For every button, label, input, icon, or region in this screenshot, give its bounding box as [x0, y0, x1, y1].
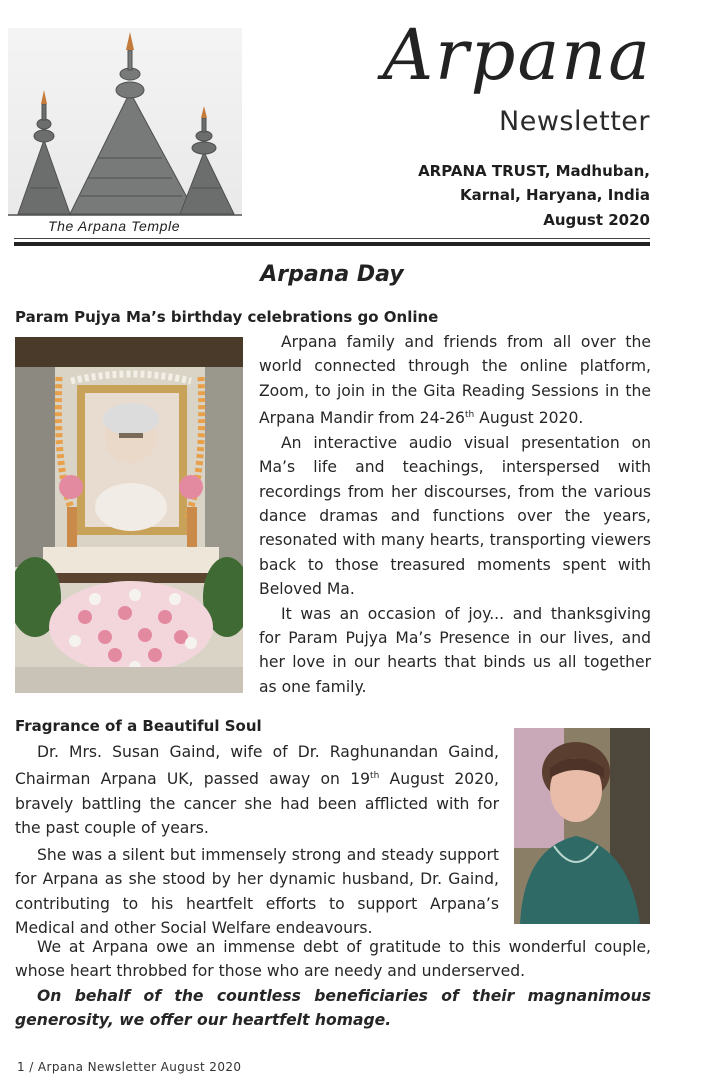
article2-p1-text: Dr. Mrs. Susan Gaind, wife of Dr. Raghunandan Gaind, Chairman Arpana UK, passed away on 19 — [15, 743, 499, 789]
article2-body-top — [15, 740, 499, 940]
page-footer: 1 / Arpana Newsletter August 2020 — [17, 1060, 242, 1074]
shrine-photo — [15, 337, 243, 693]
newsletter-title: Arpana — [382, 14, 652, 96]
article2-closing: On behalf of the countless beneficiaries of their magnanimous generosity, we offer our heartfelt homage. — [15, 986, 651, 1030]
article2-body-bottom — [15, 935, 651, 1033]
article1-paragraph-2: An interactive audio visual presentation on Ma’s life and teachings, interspersed with recordings from her discourses, from the various dance dramas and functions over the years, resonated with many hearts, transporting viewers back to those treasured moments spent with Beloved Ma. — [259, 433, 651, 599]
masthead-rule-thick — [14, 242, 650, 246]
article1-p1-text: Arpana family and friends from all over the world connected through the online platform, Zoom, to join in the Gita Reading Sessions in the Arpana Mandir from 24-26 — [259, 333, 651, 428]
portrait-photo — [514, 728, 650, 924]
center-finial — [126, 32, 134, 50]
article1-p1-tail: August 2020. — [474, 409, 584, 428]
publisher-line-2: Karnal, Haryana, India — [460, 186, 650, 204]
article1-paragraph-1 — [259, 330, 651, 431]
temple-illustration — [8, 28, 242, 216]
masthead-rule-thin — [14, 238, 650, 239]
article1-p1-sup: th — [464, 410, 475, 421]
article2-p1-tail: August 2020, bravely battling the cancer she had been afflicted with for the past couple of years. — [15, 770, 499, 838]
article2-paragraph-3: We at Arpana owe an immense debt of gratitude to this wonderful couple, whose heart throbbed for those who are needy and underserved. — [15, 938, 651, 981]
temple-caption: The Arpana Temple — [48, 218, 181, 234]
section-title: Arpana Day — [260, 262, 404, 287]
right-finial — [201, 106, 207, 118]
shrine-illustration — [15, 337, 243, 693]
issue-date: August 2020 — [543, 211, 650, 229]
article2-heading: Fragrance of a Beautiful Soul — [15, 717, 262, 735]
newsletter-subtitle: Newsletter — [499, 106, 650, 137]
article1-body — [259, 330, 651, 699]
article1-paragraph-3: It was an occasion of joy... and thanksgiving for Param Pujya Ma’s Presence in our lives, and her love in our hearts that binds us all together as one family. — [259, 604, 651, 696]
article1-heading: Param Pujya Ma’s birthday celebrations go Online — [15, 308, 439, 326]
portrait-illustration — [514, 728, 650, 924]
publisher-line-1: ARPANA TRUST, Madhuban, — [418, 162, 650, 180]
article2-p1-sup: th — [370, 771, 380, 782]
left-finial — [41, 90, 47, 104]
article2-paragraph-2: She was a silent but immensely strong and steady support for Arpana as she stood by her dynamic husband, Dr. Gaind, contributing to his heartfelt efforts to support Arpana’s Medical and other Social Welfare endeavours. — [15, 845, 499, 938]
temple-photo — [8, 28, 242, 216]
article2-paragraph-1 — [15, 740, 499, 841]
